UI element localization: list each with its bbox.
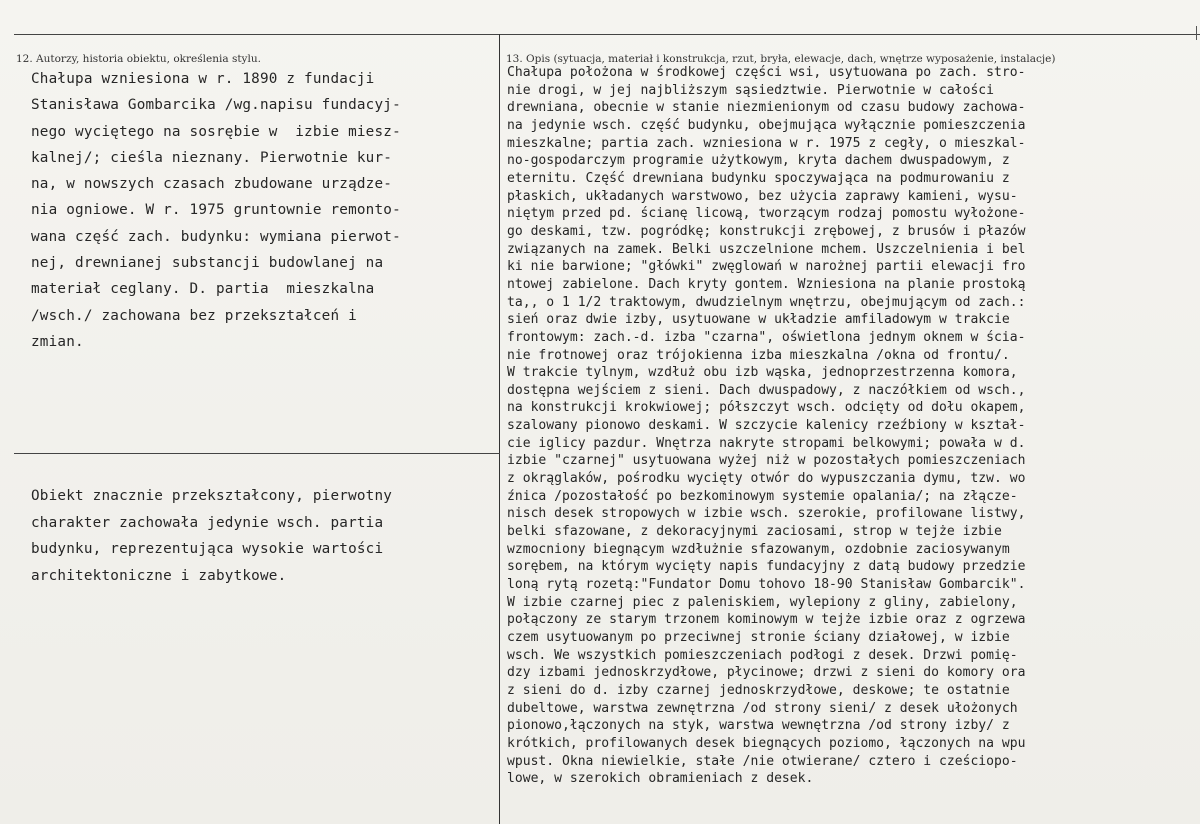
text-line: /wsch./ zachowana bez przekształceń i (31, 307, 357, 324)
text-line: nie frotnowej oraz trójokienna izba mieszkalna /okna od frontu/. (507, 347, 1010, 363)
text-line: płaskich, układanych warstwowo, bez użycia zaprawy kamieni, wysu- (507, 188, 1018, 204)
text-line: nisch desek stropowych w izbie wsch. szerokie, profilowane listwy, (507, 506, 1026, 522)
text-line: Stanisława Gombarcika /wg.napisu fundacyj- (31, 97, 401, 114)
text-line: niętym przed pd. ścianę licową, tworzącym rodzaj pomostu wyłożone- (507, 206, 1026, 222)
top-horizontal-rule (14, 34, 1200, 35)
text-line: mieszkalne; partia zach. wzniesiona w r. 1975 z cegły, o mieszkal- (507, 135, 1026, 151)
text-line: zmian. (31, 333, 84, 350)
left-section-divider (14, 453, 500, 454)
text-line: na konstrukcji krokwiowej; półszczyt wsch. odcięty od dołu okapem, (507, 400, 1026, 416)
text-line: wpust. Okna niewielkie, stałe /nie otwierane/ cztero i cześciopo- (507, 753, 1018, 769)
history-text (31, 66, 401, 355)
text-line: W izbie czarnej piec z paleniskiem, wylepiony z gliny, zabielony, (507, 594, 1018, 610)
text-line: krótkich, profilowanych desek biegnących poziomo, łączonych na wpu (507, 735, 1026, 751)
text-line: sień oraz dwie izby, usytuowane w układzie amfiladowym w trakcie (507, 312, 1010, 328)
text-line: nia ogniowe. W r. 1975 gruntownie remonto- (31, 202, 401, 219)
text-line: cie iglicy pazdur. Wnętrza nakryte stropami belkowymi; powała w d. (507, 435, 1026, 451)
text-line: nego wyciętego na sosrębie w izbie miesz- (31, 123, 401, 140)
text-line: nie drogi, w jej najbliższym sąsiedztwie. Pierwotnie w całości (507, 82, 995, 98)
text-line: wana część zach. budynku: wymiana pierwot- (31, 228, 401, 245)
text-line: Obiekt znacznie przekształcony, pierwotny (31, 488, 393, 504)
text-line: architektoniczne i zabytkowe. (31, 567, 287, 584)
section-13-heading: 13. Opis (sytuacja, materiał i konstrukcja, rzut, bryła, elewacje, dach, wnętrze wyposażenie, instalacje) (506, 53, 1056, 65)
text-line: z sieni do d. izby czarnej jednoskrzydłowe, deskowe; te ostatnie (507, 682, 1010, 698)
text-line: kalnej/; cieśla nieznany. Pierwotnie kur- (31, 149, 393, 166)
text-line: na jedynie wsch. część budynku, obejmująca wyłącznie pomieszczenia (507, 117, 1026, 133)
text-line: budynku, reprezentująca wysokie wartości (31, 541, 384, 558)
text-line: dostępna wejściem z sieni. Dach dwuspadowy, z naczółkiem od wsch., (507, 382, 1026, 398)
text-line: źnica /pozostałość po bezkominowym systemie opalania/; na złącze- (507, 488, 1018, 504)
text-line: izbie "czarnej" usytuowana wyżej niż w pozostałych pomieszczeniach (507, 453, 1026, 469)
text-line: dubeltowe, warstwa zewnętrzna /od strony sieni/ z desek ułożonych (507, 700, 1018, 716)
text-line: dzy izbami jednoskrzydłowe, płycinowe; drzwi z sieni do komory ora (507, 665, 1026, 681)
text-line: wsch. We wszystkich pomieszczeniach podłogi z desek. Drzwi pomię- (507, 647, 1018, 663)
section-12-heading: 12. Autorzy, historia obiektu, określenia stylu. (16, 53, 261, 65)
text-line: czem usytuowanym po przeciwnej stronie ściany działowej, w izbie (507, 630, 1010, 645)
text-line: go deskami, tzw. pogródkę; konstrukcji zrębowej, z brusów i płazów (507, 223, 1026, 239)
text-line: eternitu. Część drewniana budynku spoczywająca na podmurowaniu z (507, 170, 1010, 186)
text-line: W trakcie tylnym, wzdłuż obu izb wąska, jednoprzestrzenna komora, (507, 365, 1018, 381)
text-line: charakter zachowała jedynie wsch. partia (31, 514, 384, 531)
text-line: sorębem, na którym wycięty napis fundacyjny z datą budowy przedzie (507, 559, 1026, 575)
text-line: belki sfazowane, z dekoracyjnymi zaciosami, strop w tejże izbie (507, 524, 1002, 540)
text-line: nej, drewnianej substancji budowlanej na (31, 255, 384, 272)
text-line: na, w nowszych czasach zbudowane urządze- (31, 176, 393, 193)
text-line: ta,, o 1 1/2 traktowym, dwudzielnym wnętrzu, obejmującym od zach.: (507, 294, 1026, 310)
right-edge-tick (1196, 26, 1197, 40)
text-line: z okrąglaków, pośrodku wycięty otwór do wypuszczania dymu, tzw. wo (507, 471, 1026, 487)
text-line: no-gospodarczym programie użytkowym, kryta dachem dwuspadowym, z (507, 153, 1010, 169)
text-line: ntowej zabielone. Dach kryty gontem. Wzniesiona na planie prostoką (507, 276, 1026, 292)
assessment-text (31, 483, 392, 589)
text-line: szalowany pionowo deskami. W szczycie kalenicy rzeźbiony w kształ- (507, 418, 1026, 434)
column-divider (499, 34, 500, 824)
text-line: związanych na zamek. Belki uszczelnione mchem. Uszczelnienia i bel (507, 241, 1026, 257)
text-line: połączony ze starym trzonem kominowym w tejże izbie oraz z ogrzewa (507, 612, 1026, 628)
text-line: wzmocniony biegnącym wzdłużnie sfazowanym, ozdobnie zaciosywanym (507, 541, 1010, 557)
text-line: Chałupa położona w środkowej części wsi, usytuowana po zach. stro- (507, 65, 1026, 80)
text-line: frontowym: zach.-d. izba "czarna", oświetlona jednym oknem w ścia- (507, 329, 1026, 345)
text-line: drewniana, obecnie w stanie niezmienionym od czasu budowy zachowa- (507, 100, 1026, 116)
text-line: ki nie barwione; "główki" zwęglowań w narożnej partii elewacji fro (507, 259, 1026, 275)
text-line: lowe, w szerokich obramieniach z desek. (507, 771, 814, 787)
text-line: Chałupa wzniesiona w r. 1890 z fundacji (31, 71, 375, 87)
text-line: pionowo,łączonych na styk, warstwa wewnętrzna /od strony izby/ z (507, 718, 1010, 734)
text-line: materiał ceglany. D. partia mieszkalna (31, 281, 375, 298)
description-text (507, 64, 1197, 788)
text-line: loną rytą rozetą:"Fundator Domu tohovo 18-90 Stanisław Gombarcik". (507, 577, 1026, 593)
